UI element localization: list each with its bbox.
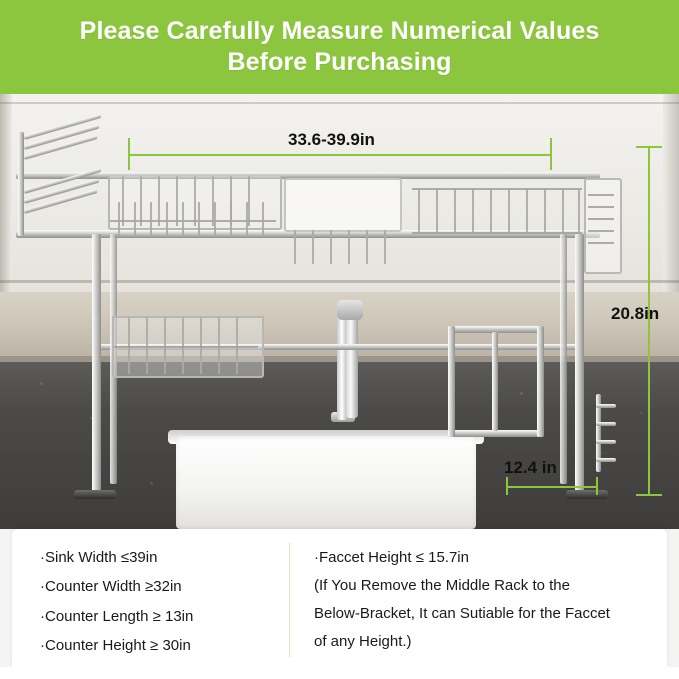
lower-right-holder [448, 326, 544, 438]
spec-right-line-1: ·Faccet Height ≤ 15.7in [314, 549, 469, 566]
width-dim-label: 33.6-39.9in [288, 130, 375, 149]
spec-right-line-4: of any Height.) [314, 632, 412, 650]
rack-leg-front-left [92, 234, 101, 496]
banner-line-1: Please Carefully Measure Numerical Values [79, 16, 600, 45]
height-dim-tick-bottom [636, 494, 662, 496]
rack-foot-left [74, 490, 116, 499]
depth-dim-line [506, 486, 598, 488]
middle-tray [284, 178, 402, 232]
side-hook-rack [596, 394, 616, 472]
height-dim-label: 20.8in [611, 304, 660, 323]
height-dim-tick-top [636, 146, 662, 148]
width-dim-tick-right [550, 138, 552, 170]
width-dim-tick-left [128, 138, 130, 170]
rack-leg-front-right [575, 234, 584, 496]
spec-panel [12, 529, 667, 667]
plate-wire-section-left [112, 202, 272, 236]
utensil-holder-top-right [584, 178, 622, 274]
spec-column-right [290, 543, 657, 657]
spec-left-line-4: ·Counter Height ≥ 30in [40, 636, 191, 654]
lower-left-basket [112, 316, 264, 378]
middle-wire-section [286, 230, 398, 264]
left-prong-post [18, 132, 24, 236]
spec-left-line-1: ·Sink Width ≤39in [40, 549, 158, 566]
rack-foot-right [566, 490, 608, 499]
spec-left-line-2: ·Counter Width ≥32in [40, 578, 182, 596]
spec-right-line-3: Below-Bracket, It can Sutiable for the Faccet [314, 605, 610, 622]
bottom-strip [0, 667, 679, 679]
rack-leg-back-right [560, 234, 567, 484]
width-dim-line [128, 154, 552, 156]
depth-dim-label: 12.4 in [504, 458, 557, 477]
header-banner [0, 0, 679, 94]
banner-line-2: Before Purchasing [227, 48, 452, 76]
banner-text [66, 16, 614, 79]
spec-left-line-3: ·Counter Length ≥ 13in [40, 607, 194, 625]
spec-right-line-2: (If You Remove the Middle Rack to the [314, 577, 570, 595]
dish-drying-rack [0, 94, 679, 529]
right-plate-rack [412, 186, 582, 240]
product-photo [0, 94, 679, 529]
spec-column-left [40, 543, 290, 657]
